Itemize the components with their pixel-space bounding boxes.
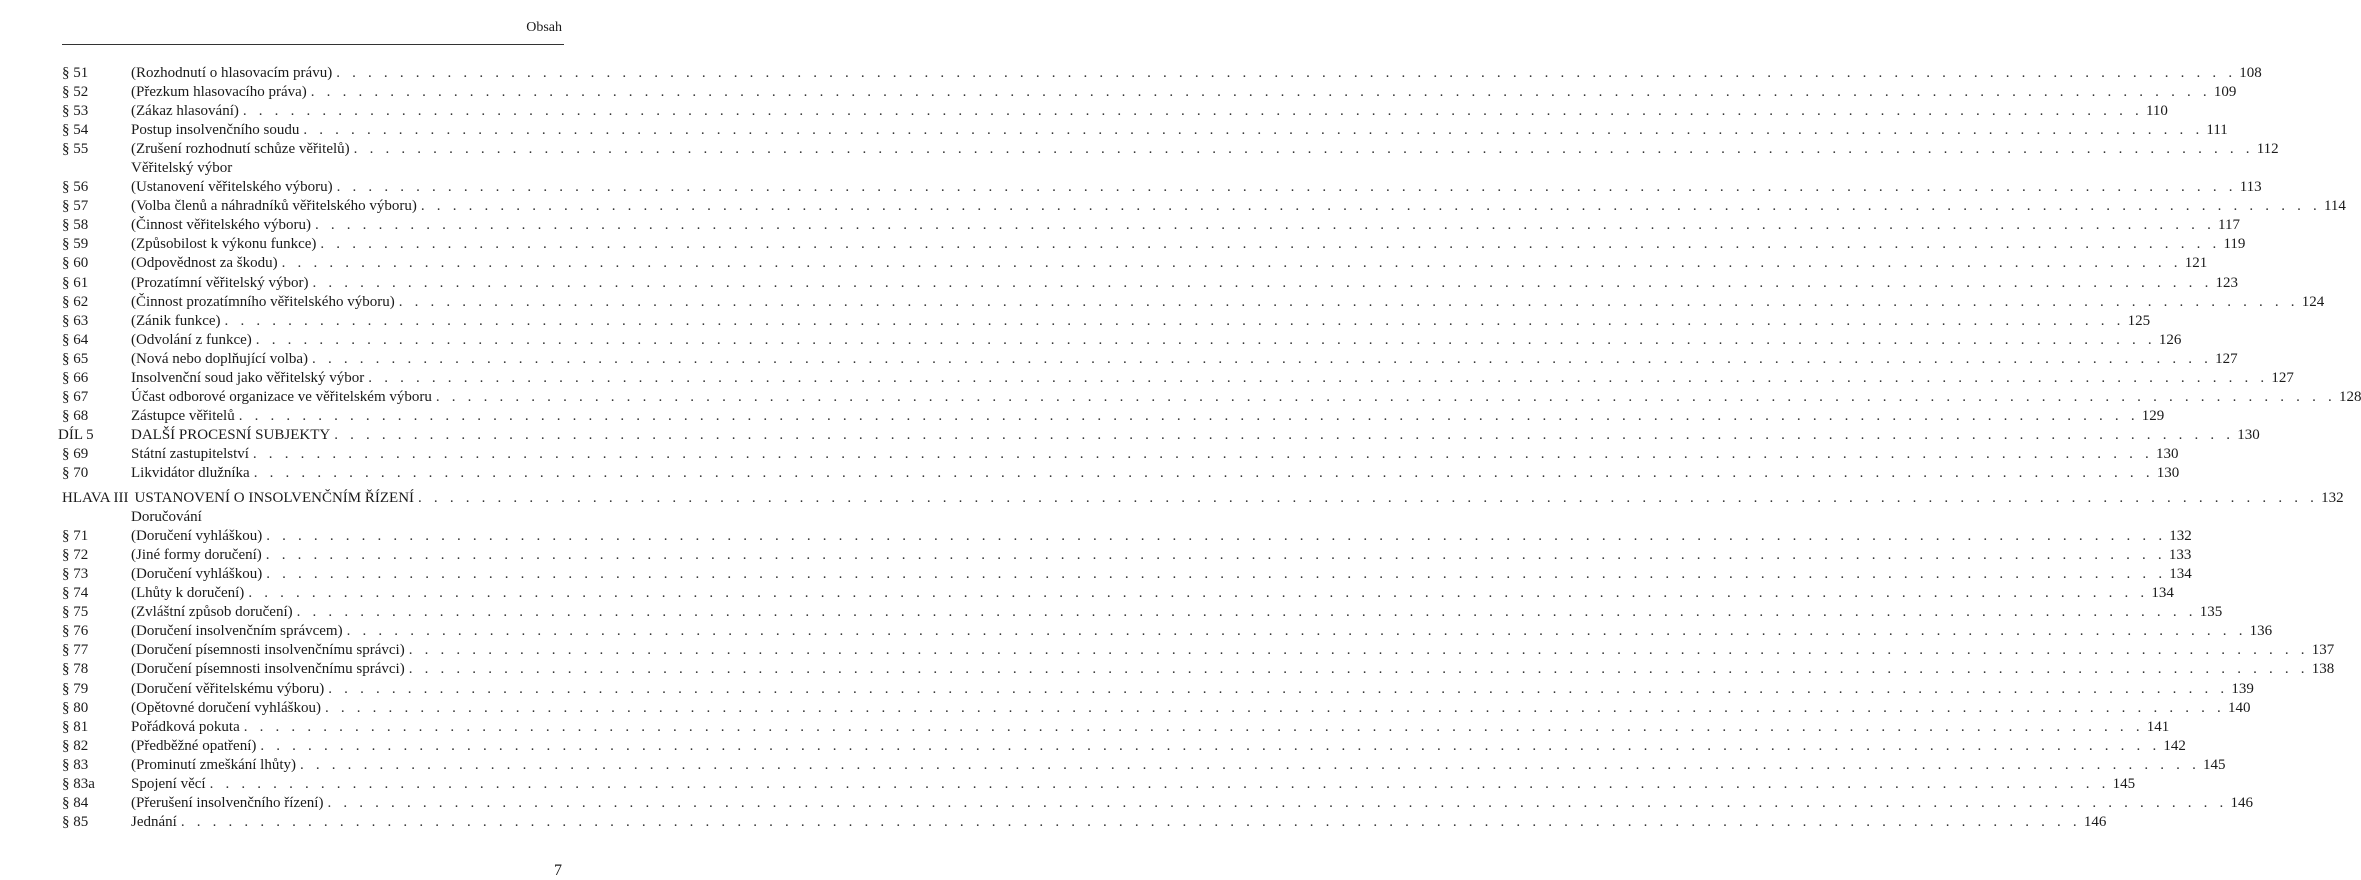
toc-title: Zástupce věřitelů (131, 407, 239, 426)
toc-title-line (131, 546, 2192, 565)
toc-title: USTANOVENÍ O INSOLVENČNÍM ŘÍZENÍ (135, 489, 418, 508)
toc-entry (62, 546, 2192, 565)
toc-title: (Doručení vyhláškou) (131, 565, 266, 584)
toc-title-line (131, 331, 2182, 350)
toc-entry (62, 680, 2254, 699)
toc-title-line (131, 254, 2208, 273)
toc-entry (62, 102, 2168, 121)
toc-number: § 78 (62, 661, 89, 678)
toc-number: § 53 (62, 103, 89, 120)
toc-title-line (131, 102, 2168, 121)
toc-title-line (131, 641, 2335, 660)
toc-title-line (131, 312, 2151, 331)
toc-title-line (131, 508, 560, 527)
toc-title-line (131, 718, 2170, 737)
toc-number: § 76 (62, 623, 89, 640)
toc-number: HLAVA III (62, 490, 129, 507)
toc-number: § 80 (62, 699, 89, 716)
toc-page: 145 (2110, 775, 2136, 794)
toc-title-line (131, 737, 2186, 756)
dot-leader: . . . . . . . . . . . . . . . . . . . . . . . . . . . . . . . . . . . . . . . . . . . . . . . . . . . . . . . . . . . . . . . . . . . . . . . . . . . . . . . . . . . . . . . . . . . . . . . . . . . . . . . . . . . . . . . . . . . . . . . . (368, 369, 2269, 386)
toc-title: (Prominutí zmeškání lhůty) (131, 756, 300, 775)
dot-leader: . . . . . . . . . . . . . . . . . . . . . . . . . . . . . . . . . . . . . . . . . . . . . . . . . . . . . . . . . . . . . . . . . . . . . . . . . . . . . . . . . . . . . . . . . . . . . . . . . . . . . . . . . . . . . . . . . . . . . . . . (324, 699, 2226, 716)
toc-title-line (131, 794, 2254, 813)
dot-leader: . . . . . . . . . . . . . . . . . . . . . . . . . . . . . . . . . . . . . . . . . . . . . . . . . . . . . . . . . . . . . . . . . . . . . . . . . . . . . . . . . . . . . . . . . . . . . . . . . . . . . . . . . . . . . . . . . . . . . . . . (255, 331, 2156, 348)
toc-title-line (131, 388, 2361, 407)
toc-page: 130 (2154, 464, 2180, 483)
toc-page: 127 (2268, 369, 2294, 388)
toc-title: Státní zastupitelství (131, 445, 253, 464)
toc-number: § 71 (62, 528, 89, 545)
toc-title: (Činnost věřitelského výboru) (131, 216, 315, 235)
toc-page: 133 (2166, 546, 2192, 565)
toc-page: 114 (2321, 197, 2346, 216)
dot-leader: . . . . . . . . . . . . . . . . . . . . . . . . . . . . . . . . . . . . . . . . . . . . . . . . . . . . . . . . . . . . . . . . . . . . . . . . . . . . . . . . . . . . . . . . . . . . . . . . . . . . . . . . . . . . . . . . . . . . . . . . (408, 661, 2309, 678)
toc-entry (62, 527, 2192, 546)
dot-leader: . . . . . . . . . . . . . . . . . . . . . . . . . . . . . . . . . . . . . . . . . . . . . . . . . . . . . . . . . . . . . . . . . . . . . . . . . . . . . . . . . . . . . . . . . . . . . . . . . . . . . . . . . . . . . . . . . . . . . . . . (281, 255, 2182, 272)
toc-number: § 56 (62, 179, 89, 196)
toc-entry (62, 603, 2223, 622)
toc-title-line (131, 445, 2179, 464)
toc-title-line (131, 584, 2174, 603)
toc-entry (62, 407, 2165, 426)
toc-entry (62, 584, 2174, 603)
dot-leader: . . . . . . . . . . . . . . . . . . . . . . . . . . . . . . . . . . . . . . . . . . . . . . . . . . . . . . . . . . . . . . . . . . . . . . . . . . . . . . . . . . . . . . . . . . . . . . . . . . . . . . . . . . . . . . . . . . . . . . . . (314, 217, 2216, 234)
dot-leader: . . . . . . . . . . . . . . . . . . . . . . . . . . . . . . . . . . . . . . . . . . . . . . . . . . . . . . . . . . . . . . . . . . . . . . . . . . . . . . . . . . . . . . . . . . . . . . . . . . . . . . . . . . . . . . . . . . . . . . . . (398, 293, 2299, 310)
dot-leader: . . . . . . . . . . . . . . . . . . . . . . . . . . . . . . . . . . . . . . . . . . . . . . . . . . . . . . . . . . . . . . . . . . . . . . . . . . . . . . . . . . . . . . . . . . . . . . . . . . . . . . . . . . . . . . . . . . . . . . . . (209, 775, 2110, 792)
toc-entry (62, 508, 560, 527)
toc-entry (62, 293, 2325, 312)
toc-entry (62, 737, 2186, 756)
toc-title-line (131, 83, 2237, 102)
toc-entry (62, 388, 2361, 407)
toc-page: 110 (2143, 102, 2168, 121)
toc-title: (Opětovné doručení vyhláškou) (131, 699, 325, 718)
toc-title: (Zákaz hlasování) (131, 102, 243, 121)
toc-title-line (131, 813, 2107, 832)
toc-title: Účast odborové organizace ve věřitelském výboru (131, 388, 436, 407)
toc-entry (62, 312, 2151, 331)
dot-leader: . . . . . . . . . . . . . . . . . . . . . . . . . . . . . . . . . . . . . . . . . . . . . . . . . . . . . . . . . . . . . . . . . . . . . . . . . . . . . . . . . . . . . . . . . . . . . . . . . . . . . . . . . . . . . . . . . . . . . . . . (334, 426, 2235, 443)
dot-leader: . . . . . . . . . . . . . . . . . . . . . . . . . . . . . . . . . . . . . . . . . . . . . . . . . . . . . . . . . . . . . . . . . . . . . . . . . . . . . . . . . . . . . . . . . . . . . . . . . . . . . . . . . . . . . . . . . . . . . . . . (320, 236, 2221, 253)
dot-leader: . . . . . . . . . . . . . . . . . . . . . . . . . . . . . . . . . . . . . . . . . . . . . . . . . . . . . . . . . . . . . . . . . . . . . . . . . . . . . . . . . . . . . . . . . . . . . . . . . . . . . . . . . . . . . . . . . . . . . . . . (336, 65, 2237, 81)
dot-leader: . . . . . . . . . . . . . . . . . . . . . . . . . . . . . . . . . . . . . . . . . . . . . . . . . . . . . . . . . . . . . . . . . . . . . . . . . . . . . . . . . . . . . . . . . . . . . . . . . . . . . . . . . . . . . . . . . . . . . . . . (248, 585, 2149, 602)
dot-leader: . . . . . . . . . . . . . . . . . . . . . . . . . . . . . . . . . . . . . . . . . . . . . . . . . . . . . . . . . . . . . . . . . . . . . . . . . . . . . . . . . . . . . . . . . . . . . . . . . . . . . . . . . . . . . . . . . . . . . . . . (418, 490, 2319, 507)
toc-entry (62, 794, 2254, 813)
dot-leader: . . . . . . . . . . . . . . . . . . . . . . . . . . . . . . . . . . . . . . . . . . . . . . . . . . . . . . . . . . . . . . . . . . . . . . . . . . . . . . . . . . . . . . . . . . . . . . . . . . . . . . . . . . . . . . . . . . . . . . . . (420, 198, 2321, 215)
toc-number: § 82 (62, 737, 89, 754)
toc-title: (Zrušení rozhodnutí schůze věřitelů) (131, 140, 354, 159)
header-title: Obsah (526, 20, 562, 35)
dot-leader: . . . . . . . . . . . . . . . . . . . . . . . . . . . . . . . . . . . . . . . . . . . . . . . . . . . . . . . . . . . . . . . . . . . . . . . . . . . . . . . . . . . . . . . . . . . . . . . . . . . . . . . . . . . . . . . . . . . . . . . . (353, 141, 2254, 158)
toc-number: § 85 (62, 813, 89, 830)
toc-page: 111 (2203, 121, 2227, 140)
toc-title-line (131, 407, 2165, 426)
toc-page: 135 (2197, 603, 2223, 622)
toc-number: § 83a (62, 775, 95, 792)
toc-number: § 83 (62, 756, 89, 773)
dot-leader: . . . . . . . . . . . . . . . . . . . . . . . . . . . . . . . . . . . . . . . . . . . . . . . . . . . . . . . . . . . . . . . . . . . . . . . . . . . . . . . . . . . . . . . . . . . . . . . . . . . . . . . . . . . . . . . . . . . . . . . . (346, 623, 2247, 640)
toc-title-line (62, 489, 2344, 508)
table-of-contents (58, 64, 2361, 832)
toc-title: (Jiné formy doručení) (131, 546, 266, 565)
toc-page: 123 (2213, 274, 2239, 293)
toc-title-line (131, 369, 2294, 388)
toc-number: § 73 (62, 566, 89, 583)
dot-leader: . . . . . . . . . . . . . . . . . . . . . . . . . . . . . . . . . . . . . . . . . . . . . . . . . . . . . . . . . . . . . . . . . . . . . . . . . . . . . . . . . . . . . . . . . . . . . . . . . . . . . . . . . . . . . . . . . . . . . . . . (180, 813, 2081, 830)
toc-page: 140 (2225, 699, 2251, 718)
toc-entry (62, 331, 2182, 350)
toc-number: § 65 (62, 350, 89, 367)
dot-leader: . . . . . . . . . . . . . . . . . . . . . . . . . . . . . . . . . . . . . . . . . . . . . . . . . . . . . . . . . . . . . . . . . . . . . . . . . . . . . . . . . . . . . . . . . . . . . . . . . . . . . . . . . . . . . . . . . . . . . . . . (260, 737, 2161, 754)
dot-leader: . . . . . . . . . . . . . . . . . . . . . . . . . . . . . . . . . . . . . . . . . . . . . . . . . . . . . . . . . . . . . . . . . . . . . . . . . . . . . . . . . . . . . . . . . . . . . . . . . . . . . . . . . . . . . . . . . . . . . . . . (299, 756, 2201, 773)
toc-page: 108 (2236, 64, 2262, 83)
dot-leader: . . . . . . . . . . . . . . . . . . . . . . . . . . . . . . . . . . . . . . . . . . . . . . . . . . . . . . . . . . . . . . . . . . . . . . . . . . . . . . . . . . . . . . . . . . . . . . . . . . . . . . . . . . . . . . . . . . . . . . . . (224, 312, 2125, 329)
toc-number: § 67 (62, 388, 89, 405)
toc-number: § 54 (62, 122, 89, 139)
toc-title: (Přerušení insolvenčního řízení) (131, 794, 327, 813)
toc-title: Věřitelský výbor (131, 159, 236, 178)
toc-page: 142 (2160, 737, 2186, 756)
toc-entry (62, 64, 2262, 83)
toc-entry (62, 489, 2344, 508)
toc-number: § 75 (62, 604, 89, 621)
toc-page: 132 (2318, 489, 2344, 508)
toc-entry (62, 718, 2170, 737)
toc-page: 117 (2215, 216, 2240, 235)
toc-number: § 58 (62, 217, 89, 234)
toc-number: § 51 (62, 65, 89, 81)
toc-title: (Zánik funkce) (131, 312, 225, 331)
toc-number: § 74 (62, 585, 89, 602)
toc-page: 146 (2228, 794, 2254, 813)
toc-entry (62, 159, 560, 178)
toc-page: 137 (2309, 641, 2335, 660)
toc-entry (62, 775, 2136, 794)
toc-page: 138 (2309, 660, 2335, 679)
toc-title: Postup insolvenčního soudu (131, 121, 303, 140)
dot-leader: . . . . . . . . . . . . . . . . . . . . . . . . . . . . . . . . . . . . . . . . . . . . . . . . . . . . . . . . . . . . . . . . . . . . . . . . . . . . . . . . . . . . . . . . . . . . . . . . . . . . . . . . . . . . . . . . . . . . . . . . (253, 464, 2154, 481)
dot-leader: . . . . . . . . . . . . . . . . . . . . . . . . . . . . . . . . . . . . . . . . . . . . . . . . . . . . . . . . . . . . . . . . . . . . . . . . . . . . . . . . . . . . . . . . . . . . . . . . . . . . . . . . . . . . . . . . . . . . . . . . (312, 274, 2213, 291)
dot-leader: . . . . . . . . . . . . . . . . . . . . . . . . . . . . . . . . . . . . . . . . . . . . . . . . . . . . . . . . . . . . . . . . . . . . . . . . . . . . . . . . . . . . . . . . . . . . . . . . . . . . . . . . . . . . . . . . . . . . . . . . (303, 122, 2204, 139)
toc-number: § 84 (62, 794, 89, 811)
toc-page: 145 (2200, 756, 2226, 775)
toc-title: (Odvolání z funkce) (131, 331, 256, 350)
toc-title: (Doručení věřitelskému výboru) (131, 680, 328, 699)
dot-leader: . . . . . . . . . . . . . . . . . . . . . . . . . . . . . . . . . . . . . . . . . . . . . . . . . . . . . . . . . . . . . . . . . . . . . . . . . . . . . . . . . . . . . . . . . . . . . . . . . . . . . . . . . . . . . . . . . . . . . . . . (265, 547, 2166, 564)
toc-page: 146 (2081, 813, 2107, 832)
toc-title: Jednání (131, 813, 181, 832)
toc-title: (Volba členů a náhradníků věřitelského výboru) (131, 197, 421, 216)
toc-title-line (131, 603, 2223, 622)
toc-title: (Ustanovení věřitelského výboru) (131, 178, 337, 197)
toc-entry (62, 83, 2237, 102)
toc-title-line (131, 756, 2226, 775)
toc-page: 130 (2153, 445, 2179, 464)
toc-number: DÍL 5 (58, 426, 94, 443)
toc-title-line (131, 121, 2228, 140)
toc-number: § 62 (62, 293, 89, 310)
toc-title-line (131, 64, 2262, 83)
toc-number: § 70 (62, 464, 89, 481)
toc-page: 113 (2237, 178, 2262, 197)
page-number: 7 (554, 862, 562, 879)
toc-title: (Prozatímní věřitelský výbor) (131, 274, 312, 293)
toc-entry (62, 254, 2208, 273)
toc-entry (58, 426, 2260, 445)
toc-entry (62, 178, 2262, 197)
toc-title: (Doručení vyhláškou) (131, 527, 266, 546)
toc-title: (Doručení insolvenčním správcem) (131, 622, 347, 641)
dot-leader: . . . . . . . . . . . . . . . . . . . . . . . . . . . . . . . . . . . . . . . . . . . . . . . . . . . . . . . . . . . . . . . . . . . . . . . . . . . . . . . . . . . . . . . . . . . . . . . . . . . . . . . . . . . . . . . . . . . . . . . . (327, 794, 2228, 811)
toc-entry (62, 622, 2273, 641)
toc-page: 139 (2228, 680, 2254, 699)
toc-title-line (131, 699, 2251, 718)
toc-number: § 79 (62, 680, 89, 697)
dot-leader: . . . . . . . . . . . . . . . . . . . . . . . . . . . . . . . . . . . . . . . . . . . . . . . . . . . . . . . . . . . . . . . . . . . . . . . . . . . . . . . . . . . . . . . . . . . . . . . . . . . . . . . . . . . . . . . . . . . . . . . . (408, 642, 2309, 659)
toc-title-line (131, 527, 2192, 546)
toc-title: (Způsobilost k výkonu funkce) (131, 235, 320, 254)
toc-page: 130 (2234, 426, 2260, 445)
toc-page: 109 (2211, 83, 2237, 102)
toc-entry (62, 197, 2346, 216)
toc-entry (62, 274, 2239, 293)
toc-page: 125 (2125, 312, 2151, 331)
toc-page: 134 (2148, 584, 2174, 603)
toc-number: § 63 (62, 312, 89, 329)
dot-leader: . . . . . . . . . . . . . . . . . . . . . . . . . . . . . . . . . . . . . . . . . . . . . . . . . . . . . . . . . . . . . . . . . . . . . . . . . . . . . . . . . . . . . . . . . . . . . . . . . . . . . . . . . . . . . . . . . . . . . . . . (238, 407, 2139, 424)
toc-entry (62, 641, 2335, 660)
toc-title: (Rozhodnutí o hlasovacím právu) (131, 64, 336, 83)
toc-entry (62, 121, 2228, 140)
toc-entry (62, 445, 2179, 464)
toc-title-line (131, 293, 2325, 312)
dot-leader: . . . . . . . . . . . . . . . . . . . . . . . . . . . . . . . . . . . . . . . . . . . . . . . . . . . . . . . . . . . . . . . . . . . . . . . . . . . . . . . . . . . . . . . . . . . . . . . . . . . . . . . . . . . . . . . . . . . . . . . . (242, 103, 2143, 120)
toc-number: § 57 (62, 198, 89, 215)
toc-number: § 72 (62, 547, 89, 564)
toc-page: 141 (2144, 718, 2170, 737)
running-header (0, 0, 600, 44)
toc-title-line (131, 140, 2279, 159)
toc-title: Doručování (131, 508, 206, 527)
toc-entry (62, 565, 2192, 584)
dot-leader: . . . . . . . . . . . . . . . . . . . . . . . . . . . . . . . . . . . . . . . . . . . . . . . . . . . . . . . . . . . . . . . . . . . . . . . . . . . . . . . . . . . . . . . . . . . . . . . . . . . . . . . . . . . . . . . . . . . . . . . . (310, 84, 2211, 101)
dot-leader: . . . . . . . . . . . . . . . . . . . . . . . . . . . . . . . . . . . . . . . . . . . . . . . . . . . . . . . . . . . . . . . . . . . . . . . . . . . . . . . . . . . . . . . . . . . . . . . . . . . . . . . . . . . . . . . . . . . . . . . . (328, 680, 2229, 697)
toc-title: Pořádková pokuta (131, 718, 244, 737)
toc-page: 134 (2166, 565, 2192, 584)
toc-title-line (131, 274, 2239, 293)
toc-title-line (131, 178, 2262, 197)
toc-title: DALŠÍ PROCESNÍ SUBJEKTY (131, 426, 334, 445)
toc-title: (Lhůty k doručení) (131, 584, 248, 603)
toc-title: (Předběžné opatření) (131, 737, 260, 756)
dot-leader: . . . . . . . . . . . . . . . . . . . . . . . . . . . . . . . . . . . . . . . . . . . . . . . . . . . . . . . . . . . . . . . . . . . . . . . . . . . . . . . . . . . . . . . . . . . . . . . . . . . . . . . . . . . . . . . . . . . . . . . . (266, 566, 2167, 583)
toc-title-line (131, 775, 2136, 794)
toc-number: § 52 (62, 84, 89, 101)
toc-entry (62, 235, 2246, 254)
toc-number: § 69 (62, 445, 89, 462)
toc-entry (62, 699, 2251, 718)
toc-title: (Přezkum hlasovacího práva) (131, 83, 311, 102)
toc-title-line (131, 680, 2254, 699)
toc-number: § 77 (62, 642, 89, 659)
toc-page: 132 (2166, 527, 2192, 546)
dot-leader: . . . . . . . . . . . . . . . . . . . . . . . . . . . . . . . . . . . . . . . . . . . . . . . . . . . . . . . . . . . . . . . . . . . . . . . . . . . . . . . . . . . . . . . . . . . . . . . . . . . . . . . . . . . . . . . . . . . . . . . . (243, 718, 2144, 735)
toc-number: § 64 (62, 331, 89, 348)
toc-page: 129 (2139, 407, 2165, 426)
dot-leader: . . . . . . . . . . . . . . . . . . . . . . . . . . . . . . . . . . . . . . . . . . . . . . . . . . . . . . . . . . . . . . . . . . . . . . . . . . . . . . . . . . . . . . . . . . . . . . . . . . . . . . . . . . . . . . . . . . . . . . . . (296, 604, 2197, 621)
toc-title-line (131, 350, 2238, 369)
toc-title-line (131, 622, 2273, 641)
toc-page: 136 (2247, 622, 2273, 641)
toc-number: § 60 (62, 255, 89, 272)
toc-page: 119 (2220, 235, 2245, 254)
toc-entry (62, 140, 2279, 159)
toc-title: (Činnost prozatímního věřitelského výboru) (131, 293, 399, 312)
toc-number: § 68 (62, 407, 89, 424)
toc-number: § 81 (62, 718, 89, 735)
toc-title-line (131, 159, 560, 178)
toc-title-line (131, 235, 2246, 254)
toc-number: § 55 (62, 141, 89, 158)
toc-title: Insolvenční soud jako věřitelský výbor (131, 369, 368, 388)
toc-page: 128 (2336, 388, 2361, 407)
header-rule (62, 44, 564, 45)
toc-title: Spojení věcí (131, 775, 210, 794)
toc-title-line (131, 565, 2192, 584)
toc-entry (62, 216, 2240, 235)
toc-entry (62, 813, 2107, 832)
toc-number: § 66 (62, 369, 89, 386)
toc-title-line (131, 216, 2240, 235)
toc-title: (Nová nebo doplňující volba) (131, 350, 312, 369)
toc-page: 112 (2254, 140, 2279, 159)
toc-title: (Doručení písemnosti insolvenčnímu správci) (131, 641, 409, 660)
toc-title-line (131, 464, 2180, 483)
dot-leader: . . . . . . . . . . . . . . . . . . . . . . . . . . . . . . . . . . . . . . . . . . . . . . . . . . . . . . . . . . . . . . . . . . . . . . . . . . . . . . . . . . . . . . . . . . . . . . . . . . . . . . . . . . . . . . . . . . . . . . . . (435, 388, 2336, 405)
toc-title-line (131, 426, 2260, 445)
toc-title-line (131, 660, 2335, 679)
toc-entry (62, 369, 2294, 388)
toc-page: 121 (2182, 254, 2208, 273)
toc-title: (Doručení písemnosti insolvenčnímu správci) (131, 660, 409, 679)
toc-number: § 59 (62, 236, 89, 253)
toc-entry (62, 350, 2238, 369)
toc-page: 126 (2156, 331, 2182, 350)
toc-title: (Zvláštní způsob doručení) (131, 603, 297, 622)
dot-leader: . . . . . . . . . . . . . . . . . . . . . . . . . . . . . . . . . . . . . . . . . . . . . . . . . . . . . . . . . . . . . . . . . . . . . . . . . . . . . . . . . . . . . . . . . . . . . . . . . . . . . . . . . . . . . . . . . . . . . . . . (336, 179, 2237, 196)
toc-page: 127 (2212, 350, 2238, 369)
toc-entry (62, 756, 2226, 775)
dot-leader: . . . . . . . . . . . . . . . . . . . . . . . . . . . . . . . . . . . . . . . . . . . . . . . . . . . . . . . . . . . . . . . . . . . . . . . . . . . . . . . . . . . . . . . . . . . . . . . . . . . . . . . . . . . . . . . . . . . . . . . . (266, 528, 2167, 545)
toc-number: § 61 (62, 274, 89, 291)
toc-entry (62, 464, 2180, 483)
toc-entry (62, 660, 2335, 679)
toc-title-line (131, 197, 2346, 216)
toc-title: (Odpovědnost za škodu) (131, 254, 282, 273)
toc-page: 124 (2299, 293, 2325, 312)
dot-leader: . . . . . . . . . . . . . . . . . . . . . . . . . . . . . . . . . . . . . . . . . . . . . . . . . . . . . . . . . . . . . . . . . . . . . . . . . . . . . . . . . . . . . . . . . . . . . . . . . . . . . . . . . . . . . . . . . . . . . . . . (252, 445, 2153, 462)
dot-leader: . . . . . . . . . . . . . . . . . . . . . . . . . . . . . . . . . . . . . . . . . . . . . . . . . . . . . . . . . . . . . . . . . . . . . . . . . . . . . . . . . . . . . . . . . . . . . . . . . . . . . . . . . . . . . . . . . . . . . . . . (312, 350, 2213, 367)
toc-title: Likvidátor dlužníka (131, 464, 254, 483)
